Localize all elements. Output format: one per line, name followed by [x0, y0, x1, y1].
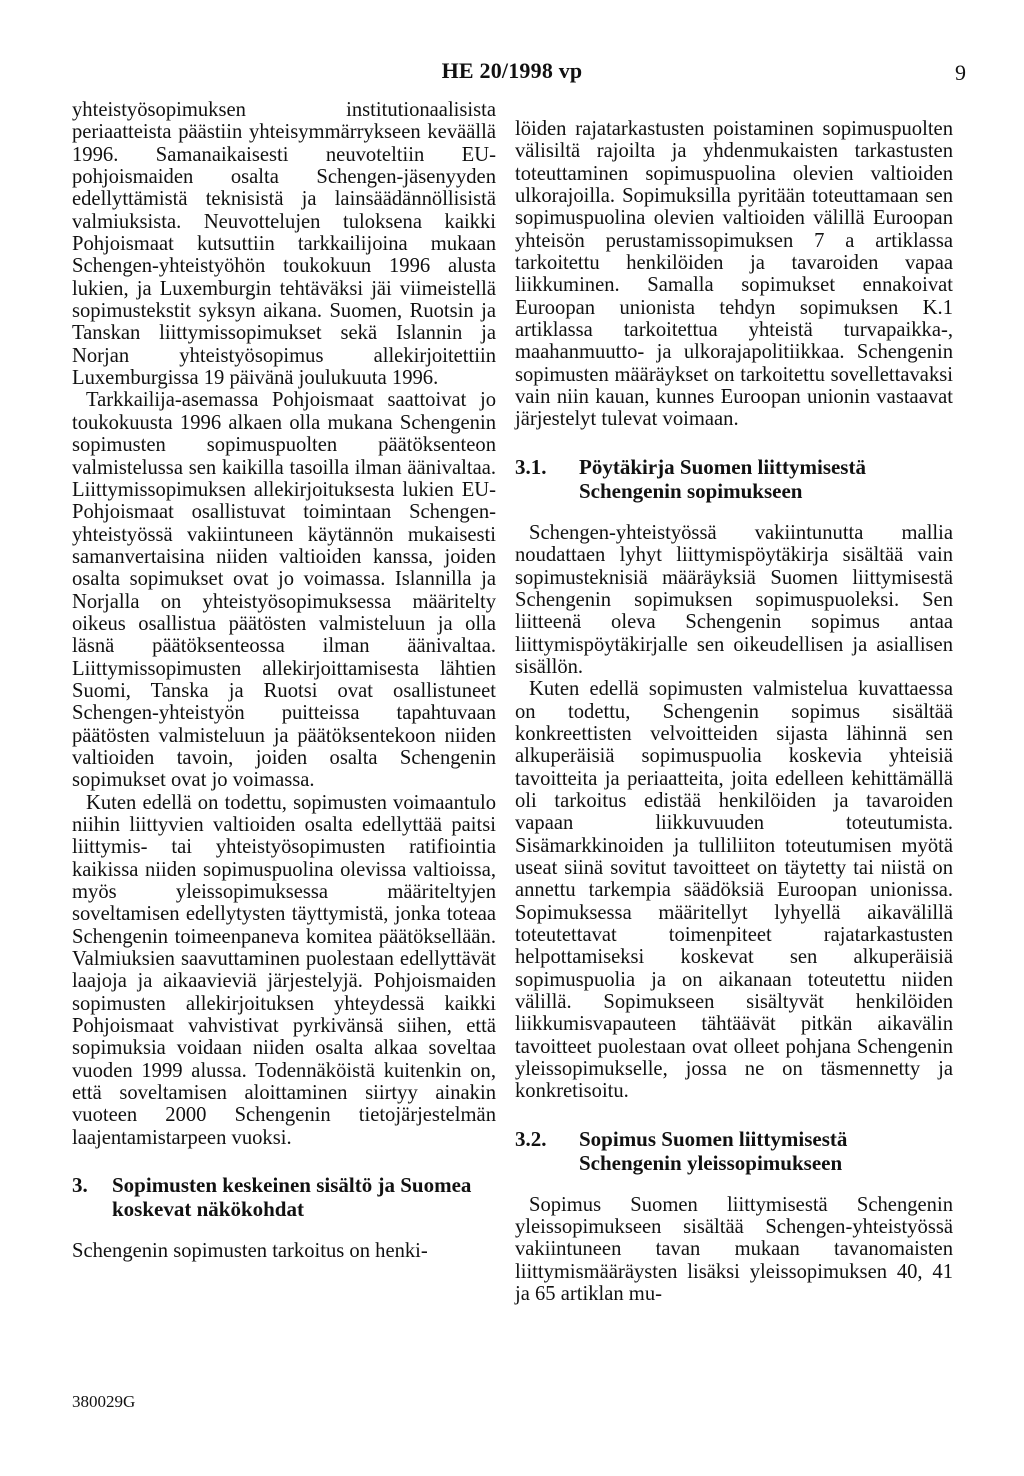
section-3-heading — [72, 1173, 496, 1221]
section-3-number: 3. — [72, 1173, 88, 1198]
section-3-1-number: 3.1. — [515, 454, 547, 479]
left-paragraph-3: Kuten edellä on todettu, sopimusten voimaantulo niihin liittyvien valtioiden osalta edellyttää paitsi liittymis- tai yhteistyösopimusten ratifiointia kaikissa niiden sopimuspuolina olevissa valtioissa, myös yleissopimuksessa määriteltyjen soveltamisen edellytysten täyttymistä, jonka toteaa Schengenin toimeenpaneva komitea päätöksellään. Valmiuksien saavuttaminen puolestaan edellyttävät laajoja ja aikaavieviä järjestelyjä. Pohjoismaiden sopimusten allekirjoituksen yhteydessä kaikki Pohjoismaat vahvistivat pyrkivänsä siihen, että sopimuksia voidaan niiden osalta alkaa soveltaa vuoden 1999 alussa. Todennäköistä kuitenkin on, että soveltamisen aloittaminen siirtyy ainakin vuoteen 2000 Schengenin tietojärjestelmän laajentamistarpeen vuoksi. — [72, 791, 496, 1149]
right-column — [515, 118, 953, 1305]
section-3-1-title: Pöytäkirja Suomen liittymisestä Schengenin sopimukseen — [579, 454, 866, 503]
right-paragraph-1: löiden rajatarkastusten poistaminen sopimuspuolten välisiltä rajoilta ja yhdenmukaisten tarkastusten toteuttaminen sopimuspuolina olevien valtioiden ulkorajoilla. Sopimuksilla pyritään toteuttamaan sen sopimuspuolina olevien valtioiden välillä Euroopan yhteisön perustamissopimuksen 7 a artiklassa tarkoitettu henkilöiden ja tavaroiden vapaa liikkuminen. Samalla sopimukset ennakoivat Euroopan unionista tehdyn sopimuksen K.1 artiklassa tarkoitettua yhteistä turvapaikka-, maahanmuutto- ja ulkorajapolitiikkaa. Schengenin sopimusten määräykset on tarkoitettu sovellettavaksi vain niin kauan, kunnes Euroopan unionin vastaavat järjestelyt tulevat voimaan. — [515, 118, 953, 431]
left-column — [72, 99, 496, 1263]
page-number: 9 — [955, 60, 966, 85]
document-code: 380029G — [72, 1392, 136, 1411]
right-paragraph-4: Sopimus Suomen liittymisestä Schengenin yleissopimukseen sisältää Schengen-yhteistyössä vakiintuneen tavan mukaan tavanomaisten liittymismääräysten lisäksi yleissopimuksen 40, 41 ja 65 artiklan mu- — [515, 1193, 953, 1306]
right-paragraph-2: Schengen-yhteistyössä vakiintunutta mallia noudattaen lyhyt liittymispöytäkirja sisältää vain sopimusteknisiä määräyksiä Suomen liittymisestä Schengenin sopimuksen sopimuspuoleksi. Sen liitteenä oleva Schengenin sopimus antaa liittymispöytäkirjalle sen oikeudellisen ja asiallisen sisällön. — [515, 521, 953, 678]
section-3-title: Sopimusten keskeinen sisältö ja Suomea koskevat näkökohdat — [112, 1173, 472, 1222]
left-paragraph-1: yhteistyösopimuksen institutionaalisista periaatteista päästiin yhteisymmärrykseen keväällä 1996. Samanaikaisesti neuvoteltiin EU-pohjoismaiden osalta Schengen-jäsenyyden edellyttämistä teknisistä ja lainsäädännöllisistä valmiuksista. Neuvottelujen tuloksena kaikki Pohjoismaat kutsuttiin tarkkailijoina mukaan Schengen-yhteistyöhön toukokuun 1996 alusta lukien, ja Luxemburgin tehtäväksi jäi viimeistellä sopimustekstit syksyn aikana. Suomen, Ruotsin ja Tanskan liittymissopimukset sekä Islannin ja Norjan yhteistyösopimus allekirjoitettiin Luxemburgissa 19 päivänä joulukuuta 1996. — [72, 99, 496, 390]
document-header-title: HE 20/1998 vp — [441, 58, 583, 83]
section-3-2-number: 3.2. — [515, 1126, 547, 1151]
right-paragraph-3: Kuten edellä sopimusten valmistelua kuvattaessa on todettu, Schengenin sopimus sisältää konkreettisten velvoitteiden sijasta lähinnä sen alkuperäisiä sopimuspuolia koskevia yhteisiä tavoitteita ja periaatteita, joita edelleen kehittämällä oli tarkoitus edistää henkilöiden ja tavaroiden vapaan liikkuvuuden toteutumista. Sisämarkkinoiden ja tulliliiton toteutumisen myötä useat siinä sovitut tavoitteet on täytetty tai niistä on annettu tarkempia säädöksiä Euroopan unionissa. Sopimuksessa määritellyt lyhyellä aikavälillä toteutettavat toimenpiteet rajatarkastusten helpottamiseksi koskevat sen alkuperäisiä sopimuspuolia ja on aikanaan toteutettu niiden välillä. Sopimukseen sisältyvät henkilöiden liikkumisvapauteen tähtäävät pitkän aikavälin tavoitteet puolestaan ovat olleet pohjana Schengenin yleissopimukselle, jossa ne on täsmennetty ja konkretisoitu. — [515, 678, 953, 1103]
section-3-1-heading — [515, 455, 953, 503]
left-paragraph-4: Schengenin sopimusten tarkoitus on henki- — [72, 1240, 428, 1263]
left-paragraph-2: Tarkkailija-asemassa Pohjoismaat saattoivat jo toukokuusta 1996 alkaen olla mukana Schengenin sopimusten sopimuspuolten päätöksenteon valmistelussa sen kaikilla tasoilla ilman äänivaltaa. Liittymissopimuksen allekirjoituksesta lukien EU-Pohjoismaat osallistuvat toimintaan Schengen-yhteistyössä vakiintuneen käytännön mukaisesti samanvertaisina niiden valtioiden kanssa, joiden osalta sopimukset ovat jo voimassa. Islannilla ja Norjalla on yhteistyösopimuksessa määritelty oikeus osallistua päätösten valmisteluun ja olla läsnä päätöksenteossa ilman äänivaltaa. Liittymissopimusten allekirjoittamisesta lähtien Suomi, Tanska ja Ruotsi ovat osallistuneet Schengen-yhteistyön puitteissa tapahtuvaan päätösten valmisteluun ja päätöksentekoon niiden valtioiden tavoin, joiden osalta Schengenin sopimukset ovat jo voimassa. — [72, 389, 496, 792]
section-3-2-title: Sopimus Suomen liittymisestä Schengenin yleissopimukseen — [579, 1126, 848, 1175]
section-3-2-heading — [515, 1127, 953, 1175]
